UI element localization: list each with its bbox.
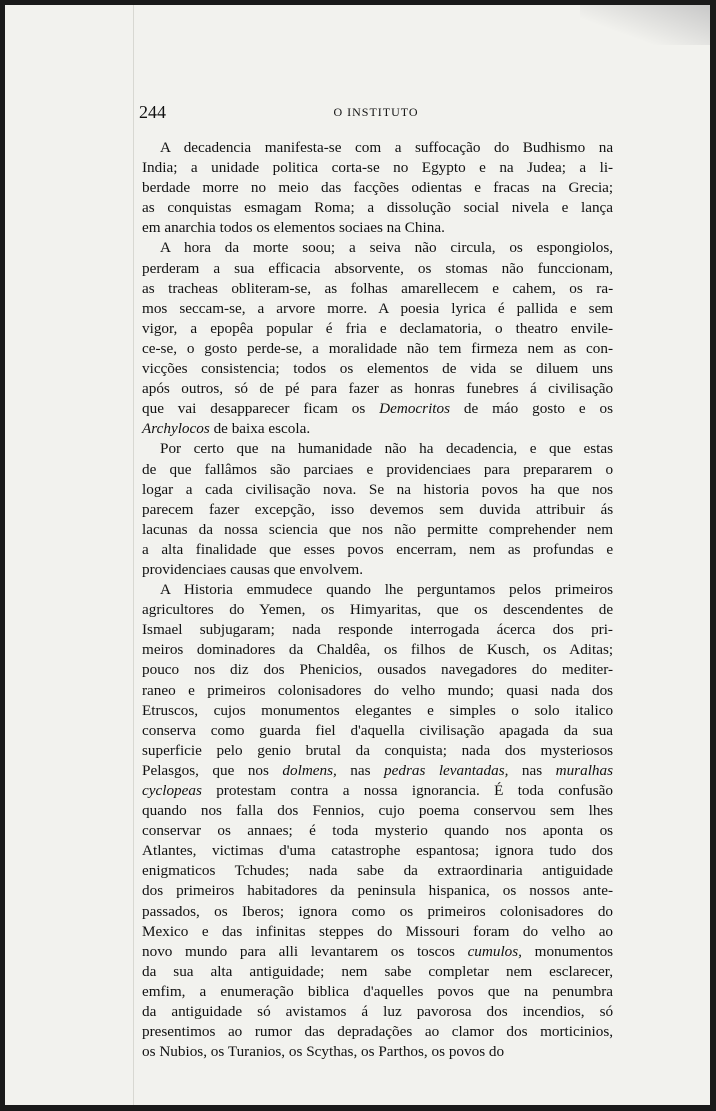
text-line: Atlantes, victimas d'uma catastrophe espantosa; ignora tudo dos (142, 842, 613, 860)
text-line: Por certo que na humanidade não ha decadencia, e que estas (160, 440, 614, 458)
text-line: após outros, só de pé para fazer as honras funebres á civilisação (142, 380, 614, 398)
text-line: A Historia emmudece quando lhe perguntamos pelos primeiros (160, 581, 614, 599)
text-line: lacunas da nossa sciencia que nos não permitte comprehender nem (142, 520, 614, 538)
text-line: Archylocos de baixa escola. (142, 420, 311, 438)
running-title: O INSTITUTO (333, 105, 419, 119)
text-line: novo mundo para alli levantarem os toscos cumulos, monumentos (142, 942, 614, 960)
text-line: logar a cada civilisação nova. Se na historia povos ha que nos (142, 480, 614, 498)
text-line: em anarchia todos os elementos sociaes na China. (142, 219, 445, 237)
body-text (142, 138, 613, 1062)
text-line: superficie pelo genio brutal da conquista; nada dos mysteriosos (142, 741, 614, 759)
text-line: conserva como guarda fiel d'aquella civilisação apagada da sua (142, 721, 614, 739)
paragraph (142, 238, 613, 439)
text-line: A decadencia manifesta-se com a suffocação do Budhismo na (160, 139, 614, 156)
text-line: berdade morre no meio das facções odientas e fracas na Grecia; (142, 179, 614, 197)
text-line: a alta finalidade que esses povos encerram, nem as profundas e (142, 540, 614, 558)
text-line: vigor, a epopêa popular é fria e declamatoria, o theatro envile- (142, 319, 614, 337)
scan-smudge (580, 5, 710, 45)
text-line: passados, os Iberos; ignora como os primeiros colonisadores do (142, 902, 613, 920)
text-line: Ismael subjugaram; nada responde interrogada ácerca dos pri- (142, 621, 613, 639)
text-line: meiros dominadores da Chaldêa, os filhos de Kusch, os Aditas; (142, 641, 614, 659)
text-line: enigmaticos Tchudes; nada sabe da extraordinaria antiguidade (142, 862, 614, 880)
text-line: quando nos falla dos Fennios, cujo poema conservou sem lhes (142, 802, 614, 820)
text-line: Mexico e das infinitas steppes do Missouri foram do velho ao (142, 922, 614, 940)
text-line: pouco nos diz dos Phenicios, ousados navegadores do mediter- (142, 661, 614, 679)
text-line: Pelasgos, que nos dolmens, nas pedras levantadas, nas muralhas (142, 761, 614, 779)
text-line: conservar os annaes; é toda mysterio quando nos aponta os (142, 822, 614, 840)
text-line: presentimos ao rumor das depradações ao clamor dos morticinios, (142, 1023, 614, 1041)
text-line: cyclopeas protestam contra a nossa ignorancia. É toda confusão (142, 782, 614, 799)
text-line: vicções consistencia; todos os elementos de vida se diluem uns (142, 360, 614, 378)
text-line: emfim, a enumeração biblica d'aquelles povos que na penumbra (142, 982, 614, 1000)
text-line: da sua alta antiguidade; nem sabe completar nem esclarecer, (142, 962, 614, 980)
text-line: as tracheas obliteram-se, as folhas amarellecem e cahem, os ra- (142, 279, 614, 297)
text-line: ce-se, o gosto perde-se, a moralidade não tem firmeza nem as con- (142, 339, 614, 357)
text-line: raneo e primeiros colonisadores do velho mundo; quasi nada dos (142, 681, 614, 699)
text-line: dos primeiros habitadores da peninsula hispanica, os nossos ante- (142, 882, 614, 900)
text-line: Etruscos, cujos monumentos elegantes e simples o solo italico (142, 701, 614, 719)
text-line: parecem fazer excepção, isso devemos sem duvida attribuir ás (142, 500, 614, 518)
book-page (5, 5, 710, 1105)
text-line: da antiguidade só avistamos á luz pavorosa dos incendios, só (142, 1003, 614, 1021)
page-number: 244 (139, 102, 166, 122)
text-line: mos seccam-se, a arvore morre. A poesia lyrica é pallida e sem (142, 299, 614, 317)
text-line: as conquistas esmagam Roma; a dissolução social nivela e lança (142, 199, 614, 217)
text-line: A hora da morte soou; a seiva não circula, os espongiolos, (160, 239, 614, 257)
text-line: agricultores do Yemen, os Himyaritas, que os descendentes de (142, 601, 614, 619)
paragraph (142, 138, 613, 238)
page-fold-line (133, 5, 134, 1105)
paragraph (142, 580, 613, 1062)
text-line: perderam a sua efficacia absorvente, os stomas não funccionam, (142, 259, 614, 277)
text-line: os Nubios, os Turanios, os Scythas, os Parthos, os povos do (142, 1043, 505, 1061)
text-line: que vai desapparecer ficam os Democritos de máo gosto e os (142, 400, 614, 418)
page-header (139, 102, 613, 126)
text-line: India; a unidade politica corta-se no Egypto e na Judea; a li- (142, 159, 614, 177)
paragraph (142, 439, 613, 580)
text-line: providenciaes causas que envolvem. (142, 560, 363, 578)
text-line: de que fallâmos são parciaes e providenciaes para prepararem o (142, 460, 614, 478)
